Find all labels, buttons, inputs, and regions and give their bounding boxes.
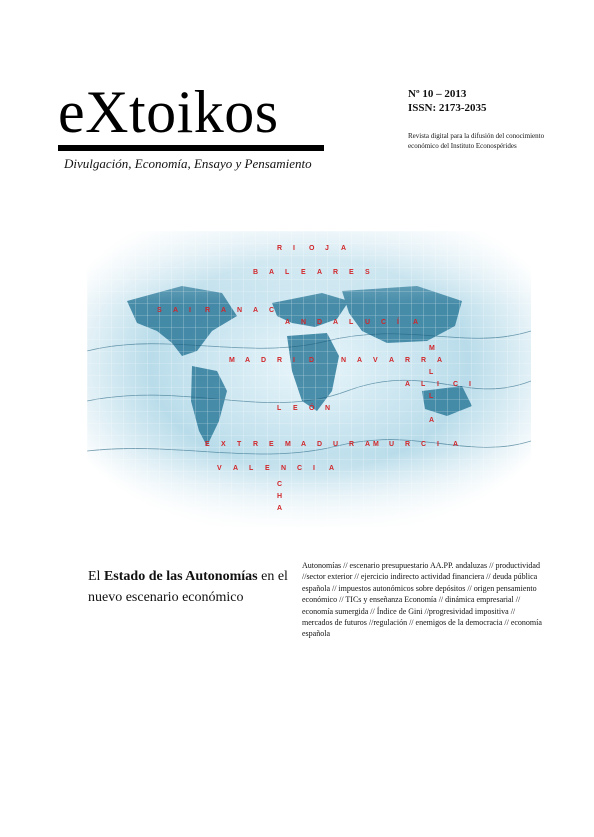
cover-letter: M	[429, 345, 435, 352]
cover-letter: N	[237, 307, 243, 314]
cover-letter: L	[349, 319, 354, 326]
cover-letter: D	[261, 357, 267, 364]
cover-letter: U	[333, 441, 339, 448]
cover-letter: A	[365, 441, 371, 448]
cover-letter: L	[429, 369, 434, 376]
cover-letter: I	[437, 381, 439, 388]
cover-letter: L	[285, 269, 290, 276]
issue-number: Nº 10 – 2013	[408, 88, 467, 100]
article-title-pre: El	[88, 569, 104, 584]
article-title-post: en el nuevo escenario económico	[88, 569, 288, 605]
cover-letter: I	[293, 245, 295, 252]
cover-letter: L	[249, 465, 254, 472]
cover-letter: M	[229, 357, 235, 364]
cover-letter: I	[189, 307, 191, 314]
cover-letter: A	[413, 319, 419, 326]
issn: ISSN: 2173-2035	[408, 102, 487, 114]
cover-letter: X	[221, 441, 226, 448]
cover-letter: B	[253, 269, 259, 276]
cover-letter: N	[281, 465, 287, 472]
cover-letter: A	[285, 319, 291, 326]
cover-letter: C	[269, 307, 275, 314]
cover-letter: A	[333, 319, 339, 326]
cover-letter: E	[265, 465, 270, 472]
cover-letter: A	[429, 417, 435, 424]
cover-letter: T	[237, 441, 242, 448]
cover-letter: R	[205, 307, 211, 314]
cover-letter: L	[429, 393, 434, 400]
cover-letter: C	[421, 441, 427, 448]
cover-letter: R	[277, 245, 283, 252]
cover-letter: A	[405, 381, 411, 388]
cover-letter: M	[285, 441, 291, 448]
cover-letter: A	[253, 307, 259, 314]
cover-letter: A	[301, 441, 307, 448]
cover-letter: R	[333, 269, 339, 276]
cover-letter: E	[269, 441, 274, 448]
cover-letter: E	[293, 405, 298, 412]
cover-letter: A	[357, 357, 363, 364]
cover-letter: Ó	[309, 405, 315, 412]
cover-letter: D	[317, 441, 323, 448]
cover-letter: N	[341, 357, 347, 364]
cover-letter: I	[469, 381, 471, 388]
article-title	[88, 566, 288, 608]
magazine-description: Revista digital para la difusión del conocimiento económico del Instituto Econospérides	[408, 132, 545, 150]
cover-letter: S	[157, 307, 162, 314]
cover-letter: E	[301, 269, 306, 276]
article-title-bold: Estado de las Autonomías	[103, 569, 258, 584]
cover-letter: R	[405, 357, 411, 364]
cover-letter: R	[405, 441, 411, 448]
cover-letter: J	[325, 245, 329, 252]
cover-letter: O	[309, 245, 315, 252]
cover-letter: R	[277, 357, 283, 364]
cover-letter: L	[277, 405, 282, 412]
cover-letter: C	[277, 481, 283, 488]
cover-letter: D	[309, 357, 315, 364]
cover-letter: V	[373, 357, 378, 364]
cover-letter: A	[245, 357, 251, 364]
cover-letter: Í	[397, 319, 399, 326]
cover-letter: C	[381, 319, 387, 326]
cover-letter: A	[221, 307, 227, 314]
cover-letter: A	[389, 357, 395, 364]
cover-letter: D	[317, 319, 323, 326]
world-map-graphic	[87, 231, 531, 527]
cover-letter: R	[349, 441, 355, 448]
cover-letter: N	[325, 405, 331, 412]
cover-letter: N	[301, 319, 307, 326]
cover-letter: E	[205, 441, 210, 448]
cover-letter: A	[233, 465, 239, 472]
logo-underline	[58, 145, 324, 151]
cover-letter: R	[421, 357, 427, 364]
cover-letter: R	[253, 441, 259, 448]
cover-letter: I	[437, 441, 439, 448]
tagline: Divulgación, Economía, Ensayo y Pensamiento	[64, 156, 312, 171]
cover-letter: U	[389, 441, 395, 448]
cover-letter: M	[373, 441, 379, 448]
cover-letter: V	[217, 465, 222, 472]
cover-letter: A	[341, 245, 347, 252]
cover-letter: A	[173, 307, 179, 314]
cover-image	[87, 231, 531, 527]
cover-letter: H	[277, 493, 283, 500]
cover-letter: I	[313, 465, 315, 472]
cover-letter: C	[453, 381, 459, 388]
cover-letter: A	[329, 465, 335, 472]
cover-letter: A	[269, 269, 275, 276]
cover-letter: A	[453, 441, 459, 448]
cover-letter: E	[349, 269, 354, 276]
cover-letter: A	[277, 505, 283, 512]
cover-letter: S	[365, 269, 370, 276]
keywords-list: Autonomías // escenario presupuestario AA.PP. andaluzas // productividad //sector exterior // ejercicio indirecto actividad financiera // deuda pública española // impuestos autonómicos sobre depósitos // origen pensamiento económico // TICs y enseñanza Economía // dinámica empresarial // economía sumergida // Índice de Gini //progresividad impositiva // mercados de futuros //regulación // enemigos de la democracia // economía española	[302, 561, 542, 639]
cover-letter: U	[365, 319, 371, 326]
cover-letter: A	[437, 357, 443, 364]
cover-letter: L	[421, 381, 426, 388]
magazine-logo: eXtoikos	[58, 79, 279, 145]
cover-letter: I	[293, 357, 295, 364]
cover-letter: C	[297, 465, 303, 472]
cover-letter: A	[317, 269, 323, 276]
